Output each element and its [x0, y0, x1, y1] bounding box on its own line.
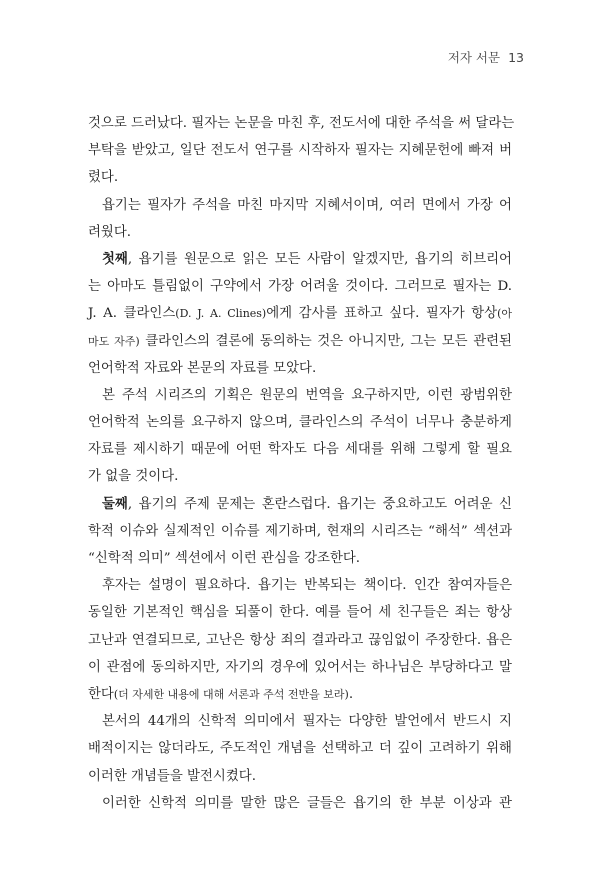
text-line: 가 없을 것이다. [88, 469, 179, 485]
text-run: , 욥기를 원문으로 읽은 모든 사람이 알겠지만, 욥기의 히브리어 [127, 251, 512, 267]
text-line [88, 328, 512, 355]
text-line: 후자는 설명이 필요하다. 욥기는 반복되는 책이다. 인간 참여자들은 [102, 578, 512, 594]
text-run-small: (D. J. A. Clines) [175, 307, 267, 321]
text-line: 욥기는 필자가 주석을 마친 마지막 지혜서이며, 여러 면에서 가장 어 [102, 197, 512, 213]
page-number: 13 [508, 50, 524, 65]
text-line: 본서의 44개의 신학적 의미에서 필자는 다양한 발언에서 반드시 지 [102, 714, 512, 730]
text-line: 이러한 신학적 의미를 말한 많은 글들은 욥기의 한 부분 이상과 관 [102, 795, 512, 811]
text-run: , 욥기의 주제 문제는 혼란스럽다. 욥기는 중요하고도 어려운 신 [127, 496, 512, 512]
text-run: 한다 [88, 686, 114, 702]
text-line: 이러한 개념들을 발전시켰다. [88, 768, 256, 784]
text-line [88, 300, 512, 327]
text-line: 동일한 기본적인 핵심을 되풀이 한다. 예를 들어 세 친구들은 죄는 항상 [88, 605, 512, 621]
text-line: 이 관점에 동의하지만, 자기의 경우에 있어서는 하나님은 부당하다고 말 [88, 659, 512, 675]
text-line: 부탁을 받았고, 일단 전도서 연구를 시작하자 필자는 지혜문헌에 빠져 버 [88, 143, 512, 159]
text-line: 학적 이슈와 실제적인 이슈를 제기하며, 현재의 시리즈는 “해석” 섹션과 [88, 523, 512, 539]
text-line: “신학적 의미” 섹션에서 이런 관심을 강조한다. [88, 551, 361, 566]
text-run: . [348, 686, 354, 702]
section-title: 저자 서문 [447, 50, 501, 65]
text-line [88, 246, 512, 273]
text-line: 고난과 연결되므로, 고난은 항상 죄의 결과라고 끊임없이 주장한다. 욥은 [88, 632, 512, 648]
text-line: 본 주석 시리즈의 기획은 원문의 번역을 요구하지만, 이런 광범위한 [102, 387, 512, 403]
text-line: 는 아마도 틀림없이 구약에서 가장 어려울 것이다. 그러므로 필자는 D. [88, 279, 512, 295]
text-line: 언어학적 논의를 요구하지 않으며, 클라인스의 주석이 너무나 충분하게 [88, 415, 512, 431]
text-run-small: (아 [497, 307, 512, 321]
text-line: 자료를 제시하기 때문에 어떤 학자도 다음 세대를 위해 그렇게 할 필요 [88, 442, 512, 458]
text-run-small: (더 자세한 내용에 대해 서론과 주석 전반을 보라) [113, 687, 349, 701]
first-point-label: 첫째 [102, 250, 128, 267]
text-run: J. A. 클라인스 [88, 306, 176, 322]
text-run: 클라인스의 결론에 동의하는 것은 아니지만, 그는 모든 관련된 [139, 333, 512, 349]
text-line [88, 681, 512, 708]
text-line: 려웠다. [88, 224, 132, 240]
text-line: 것으로 드러났다. 필자는 논문을 마친 후, 전도서에 대한 주석을 써 달라는 [88, 116, 515, 131]
text-line [88, 491, 512, 518]
text-run-small: 마도 자주) [88, 334, 140, 348]
text-line: 배적이지는 않더라도, 주도적인 개념을 선택하고 더 깊이 고려하기 위해 [88, 741, 512, 757]
text-line: 언어학적 자료와 본문의 자료를 모았다. [88, 360, 317, 376]
running-header [448, 48, 524, 66]
text-run: 에게 감사를 표하고 싶다. 필자가 항상 [266, 306, 498, 322]
text-line: 렸다. [88, 170, 119, 186]
second-point-label: 둘째 [102, 495, 128, 512]
body-text [88, 110, 515, 817]
